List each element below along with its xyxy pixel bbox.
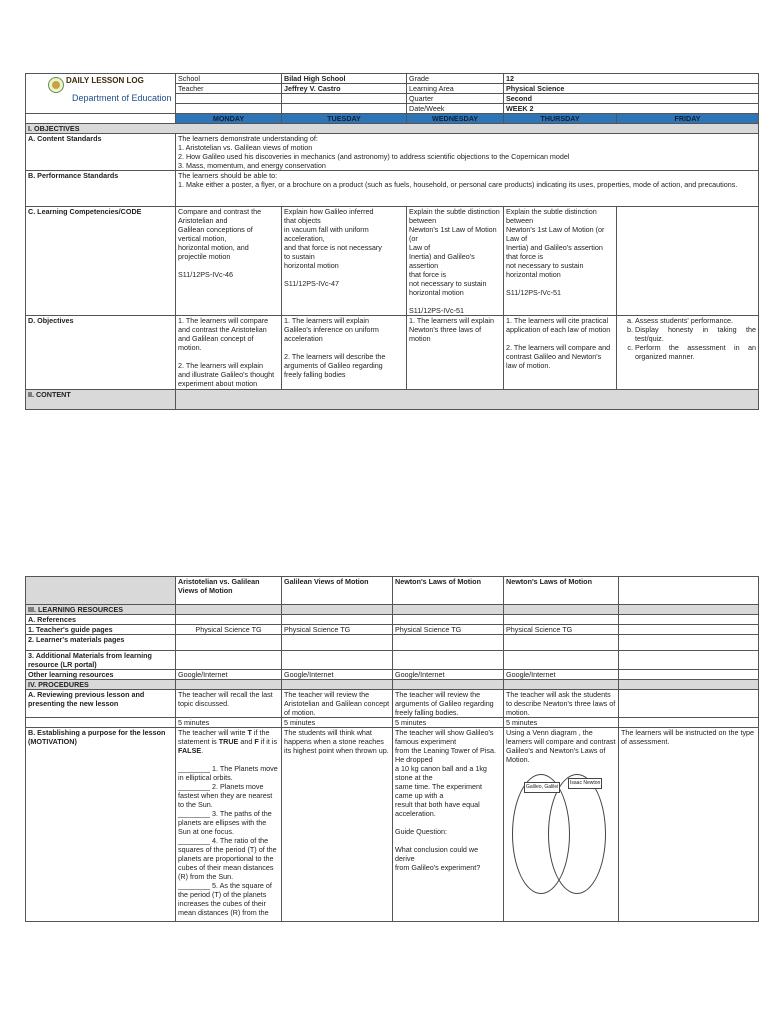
lesson-log-header-table	[25, 73, 759, 410]
learning-area-label: Learning Area	[407, 84, 504, 94]
content-standards-text: The learners demonstrate understanding of: 1. Aristotelian vs. Galilean views of motion 2. How Galileo used his discoveries in mechanics (and astronomy) to address scientific objections to the Copernican model 3. Mass, momentum, and energy conservation	[176, 134, 759, 171]
objectives-heading: I. OBJECTIVES	[26, 124, 759, 134]
competency-tuesday: Explain how Galileo inferred that objects in vacuum fall with uniform acceleration, and that force is not necessary to sustain horizontal motion S11/12PS-IVc-47	[282, 207, 407, 316]
competency-friday	[617, 207, 759, 316]
teachers-guide-tuesday: Physical Science TG	[282, 625, 393, 635]
topic-thursday: Newton's Laws of Motion	[504, 577, 619, 605]
deped-seal-icon	[48, 77, 64, 93]
content-heading: II. CONTENT	[26, 390, 176, 410]
day-monday: MONDAY	[176, 114, 282, 124]
topic-wednesday: Newton's Laws of Motion	[393, 577, 504, 605]
review-tuesday: The teacher will review the Aristotelian and Galilean concept of motion.	[282, 690, 393, 718]
competency-wednesday: Explain the subtle distinction between Newton's 1st Law of Motion (or Law of Inertia) and Galileo's assertion that force is not necessary to sustain horizontal motion S11/12PS-IVc-51	[407, 207, 504, 316]
minutes-monday: 5 minutes	[176, 718, 282, 728]
date-week-label: Date/Week	[407, 104, 504, 114]
day-tuesday: TUESDAY	[282, 114, 407, 124]
monday-statements: ________ 1. The Planets move in elliptical orbits. ________ 2. Planets move fastest when they are nearest to the Sun. ________ 3. The paths of the planets are ellipses with the Sun at one focus. ________ 4. The ratio of the squares of the period (T) of the planets are proportional to the cubes of their mean distances (R) from the Sun. ________ 5. As the square of the period (T) of the planets increases the cubes of their mean distances (R) from the	[178, 764, 278, 917]
other-resources-tuesday: Google/Internet	[282, 670, 393, 680]
teacher-value: Jeffrey V. Castro	[282, 84, 407, 94]
school-value: Bilad High School	[282, 74, 407, 84]
lesson-log-body-table	[25, 576, 759, 922]
learning-resources-heading: III. LEARNING RESOURCES	[26, 605, 176, 615]
grade-value: 12	[504, 74, 759, 84]
content-standards-label: A. Content Standards	[26, 134, 176, 171]
thursday-purpose-text: Using a Venn diagram , the learners will compare and contrast Galileo's and Newton's Laws of Motion.	[506, 728, 616, 764]
learning-area-value: Physical Science	[504, 84, 759, 94]
other-resources-monday: Google/Internet	[176, 670, 282, 680]
purpose-monday	[176, 728, 282, 922]
purpose-friday: The learners will be instructed on the type of assessment.	[619, 728, 759, 922]
objective-thursday: 1. The learners will cite practical application of each law of motion 2. The learners will compare and contrast Galileo and Newton's law of motion.	[504, 316, 617, 390]
competency-thursday: Explain the subtle distinction between Newton's 1st Law of Motion (or Law of Inertia) and Galileo's assertion that force is not necessary to sustain horizontal motion S11/12PS-IVc-51	[504, 207, 617, 316]
topic-friday	[619, 577, 759, 605]
teachers-guide-wednesday: Physical Science TG	[393, 625, 504, 635]
other-resources-thursday: Google/Internet	[504, 670, 619, 680]
topic-monday: Aristotelian vs. Galilean Views of Motion	[176, 577, 282, 605]
references-label: A. References	[26, 615, 176, 625]
review-label: A. Reviewing previous lesson and presenting the new lesson	[26, 690, 176, 718]
other-resources-label: Other learning resources	[26, 670, 176, 680]
review-thursday: The teacher will ask the students to describe Newton's three laws of motion.	[504, 690, 619, 718]
teacher-label: Teacher	[176, 84, 282, 94]
friday-objective-item: a. Assess students' performance.	[635, 316, 756, 325]
objective-wednesday: 1. The learners will explain Newton's three laws of motion	[407, 316, 504, 390]
learners-materials-label: 2. Learner's materials pages	[26, 635, 176, 651]
friday-objectives-list	[619, 316, 756, 361]
other-resources-friday	[619, 670, 759, 680]
competency-monday: Compare and contrast the Aristotelian and Galilean conceptions of vertical motion, horizontal motion, and projectile motion S11/12PS-IVc-46	[176, 207, 282, 316]
school-label: School	[176, 74, 282, 84]
purpose-thursday	[504, 728, 619, 922]
minutes-wednesday: 5 minutes	[393, 718, 504, 728]
teachers-guide-friday	[619, 625, 759, 635]
minutes-tuesday: 5 minutes	[282, 718, 393, 728]
objective-friday	[617, 316, 759, 390]
objective-tuesday: 1. The learners will explain Galileo's inference on uniform acceleration 2. The learners will describe the arguments of Galileo regarding freely falling bodies	[282, 316, 407, 390]
day-wednesday: WEDNESDAY	[407, 114, 504, 124]
friday-objective-item: c. Perform the assessment in an organized manner.	[635, 343, 756, 361]
venn-label-left: Galileo, Galilei	[524, 782, 560, 793]
day-thursday: THURSDAY	[504, 114, 617, 124]
performance-standards-text: The learners should be able to: 1. Make either a poster, a flyer, or a brochure on a product (such as fuels, household, or personal care products) indicating its uses, properties, mode of action, and precautions.	[176, 171, 759, 207]
venn-diagram	[506, 768, 616, 898]
topic-tuesday: Galilean Views of Motion	[282, 577, 393, 605]
venn-label-right: Isaac Newton	[568, 778, 602, 789]
quarter-label: Quarter	[407, 94, 504, 104]
teachers-guide-thursday: Physical Science TG	[504, 625, 619, 635]
friday-objective-item: b. Display honesty in taking the test/quiz.	[635, 325, 756, 343]
competencies-label: C. Learning Competencies/CODE	[26, 207, 176, 316]
review-monday: The teacher will recall the last topic discussed.	[176, 690, 282, 718]
day-friday: FRIDAY	[617, 114, 759, 124]
other-resources-wednesday: Google/Internet	[393, 670, 504, 680]
logo-cell	[26, 74, 176, 114]
minutes-thursday: 5 minutes	[504, 718, 619, 728]
performance-standards-label: B. Performance Standards	[26, 171, 176, 207]
objectives-d-label: D. Objectives	[26, 316, 176, 390]
purpose-label: B. Establishing a purpose for the lesson (MOTIVATION)	[26, 728, 176, 922]
teachers-guide-label: 1. Teacher's guide pages	[26, 625, 176, 635]
additional-materials-label: 3. Additional Materials from learning resource (LR portal)	[26, 651, 176, 670]
quarter-value: Second	[504, 94, 759, 104]
purpose-tuesday: The students will think what happens when a stone reaches its highest point when thrown up.	[282, 728, 393, 922]
procedures-heading: IV. PROCEDURES	[26, 680, 176, 690]
date-week-value: WEEK 2	[504, 104, 759, 114]
teachers-guide-monday: Physical Science TG	[176, 625, 282, 635]
purpose-wednesday: The teacher will show Galileo's famous experiment from the Leaning Tower of Pisa. He dropped a 10 kg canon ball and a 1kg stone at the same time. The experiment came up with a result that both have equal acceleration. Guide Question: What conclusion could we derive from Galileo's experiment?	[393, 728, 504, 922]
objective-monday: 1. The learners will compare and contrast the Aristotelian and Galilean concept of motion. 2. The learners will explain and illustrate Galileo's thought experiment about motion	[176, 316, 282, 390]
logo-title: DAILY LESSON LOG	[66, 76, 144, 85]
department-name: Department of Education	[72, 93, 172, 103]
grade-label: Grade	[407, 74, 504, 84]
monday-intro: The teacher will write T if the statement is TRUE and F if it is FALSE.	[178, 728, 278, 755]
review-wednesday: The teacher will review the arguments of Galileo regarding freely falling bodies.	[393, 690, 504, 718]
